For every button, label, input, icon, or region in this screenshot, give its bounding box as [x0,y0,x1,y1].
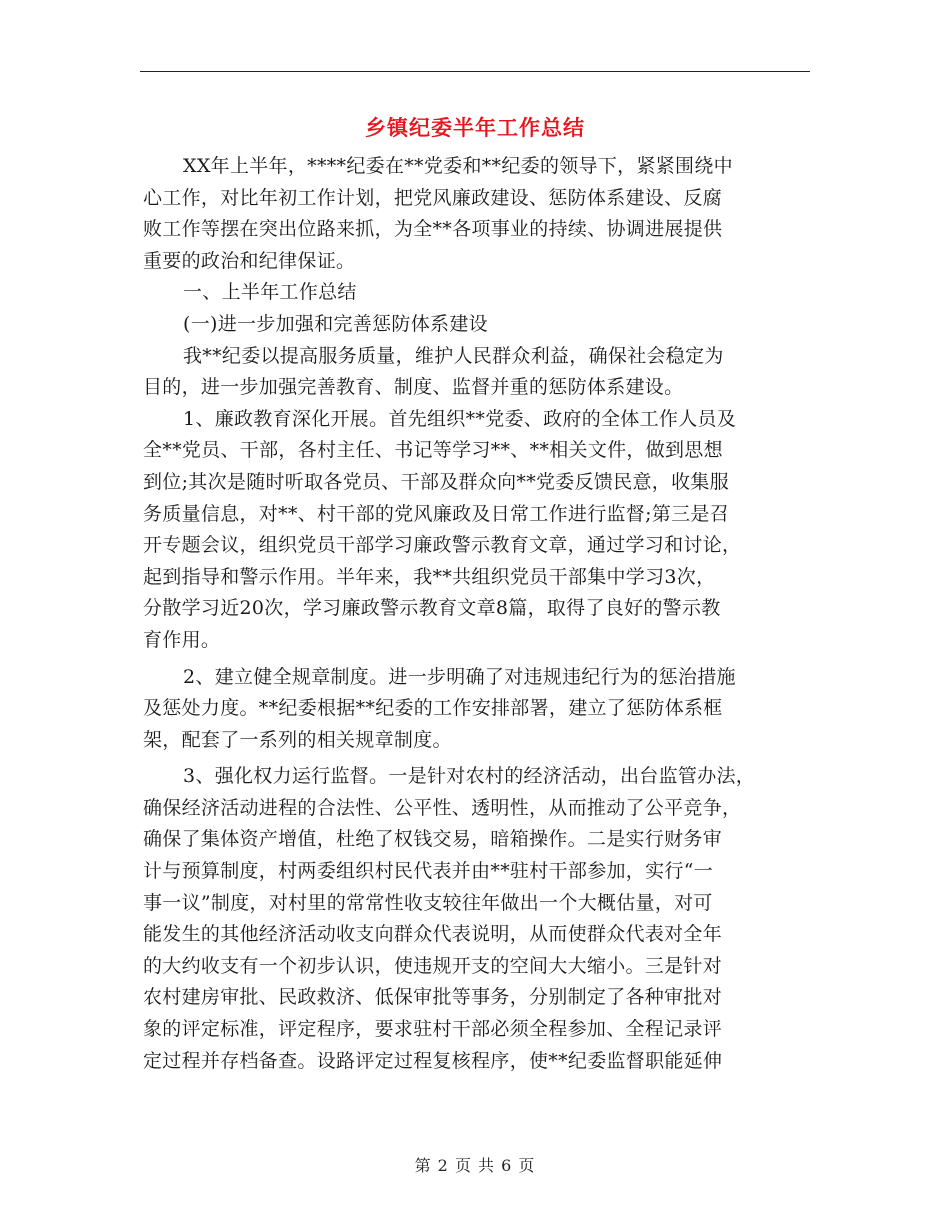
paragraph-line: 农村建房审批、民政救济、低保审批等事务，分别制定了各种审批对 [143,986,723,1009]
page-footer: 第 2 页 共 6 页 [414,1156,536,1175]
paragraph-line: 象的评定标准，评定程序，要求驻村干部必须全程参加、全程记录评 [143,1018,723,1041]
paragraph-line: 3、强化权力运行监督。一是针对农村的经济活动，出台监管办法， [183,765,756,788]
paragraph-line: 务质量信息，对**、村干部的党风廉政及日常工作进行监督;第三是召 [143,502,730,525]
paragraph-line: 起到指导和警示作用。半年来，我**共组织党员干部集中学习3次， [143,565,716,588]
paragraph-line: 分散学习近20次，学习廉政警示教育文章8篇，取得了良好的警示教 [143,597,721,620]
section-heading: 一、上半年工作总结 [183,281,357,304]
paragraph-line: 重要的政治和纪律保证。 [143,249,356,272]
paragraph-line: 的大约收支有一个初步认识，使违规开支的空间大大缩小。三是针对 [143,954,723,977]
paragraph-line: 架，配套了一系列的相关规章制度。 [143,728,452,751]
paragraph-line: 目的，进一步加强完善教育、制度、监督并重的惩防体系建设。 [143,376,684,399]
paragraph-line: XX年上半年，****纪委在**党委和**纪委的领导下，紧紧围绕中 [183,155,733,177]
paragraph-line: 2、建立健全规章制度。进一步明确了对违规违纪行为的惩治措施 [183,665,736,688]
paragraph-line: 事一议”制度，对村里的常常性收支较往年做出一个大概估量，对可 [143,891,713,914]
subsection-heading: (一)进一步加强和完善惩防体系建设 [183,312,488,335]
paragraph-line: 确保经济活动进程的合法性、公平性、透明性，从而推动了公平竞争， [143,796,742,819]
paragraph-line: 计与预算制度，村两委组织村民代表并由**驻村干部参加，实行“一 [143,860,714,883]
document-title: 乡镇纪委半年工作总结 [365,116,585,140]
paragraph-line: 我**纪委以提高服务质量，维护人民群众利益，确保社会稳定为 [183,344,724,367]
paragraph-line: 到位;其次是随时听取各党员、干部及群众向**党委反馈民意，收集服 [143,470,730,493]
paragraph-line: 能发生的其他经济活动收支向群众代表说明，从而使群众代表对全年 [143,923,723,946]
paragraph-line: 1、廉政教育深化开展。首先组织**党委、政府的全体工作人员及 [183,407,737,430]
paragraph-line: 全**党员、干部，各村主任、书记等学习**、**相关文件，做到思想 [143,439,723,462]
paragraph-line: 确保了集体资产增值，杜绝了权钱交易，暗箱操作。二是实行财务审 [143,828,723,851]
paragraph-line: 开专题会议，组织党员干部学习廉政警示教育文章，通过学习和讨论， [143,534,742,557]
document-body [143,151,815,1077]
header-rule [140,71,810,72]
paragraph-line: 定过程并存档备查。设路评定过程复核程序，使**纪委监督职能延伸 [143,1049,723,1072]
paragraph-line: 及惩处力度。**纪委根据**纪委的工作安排部署，建立了惩防体系框 [143,697,723,720]
paragraph-line: 败工作等摆在突出位路来抓，为全**各项事业的持续、协调进展提供 [143,218,723,241]
paragraph-line: 育作用。 [143,628,221,651]
paragraph-line: 心工作，对比年初工作计划，把党风廉政建设、惩防体系建设、反腐 [143,186,723,209]
